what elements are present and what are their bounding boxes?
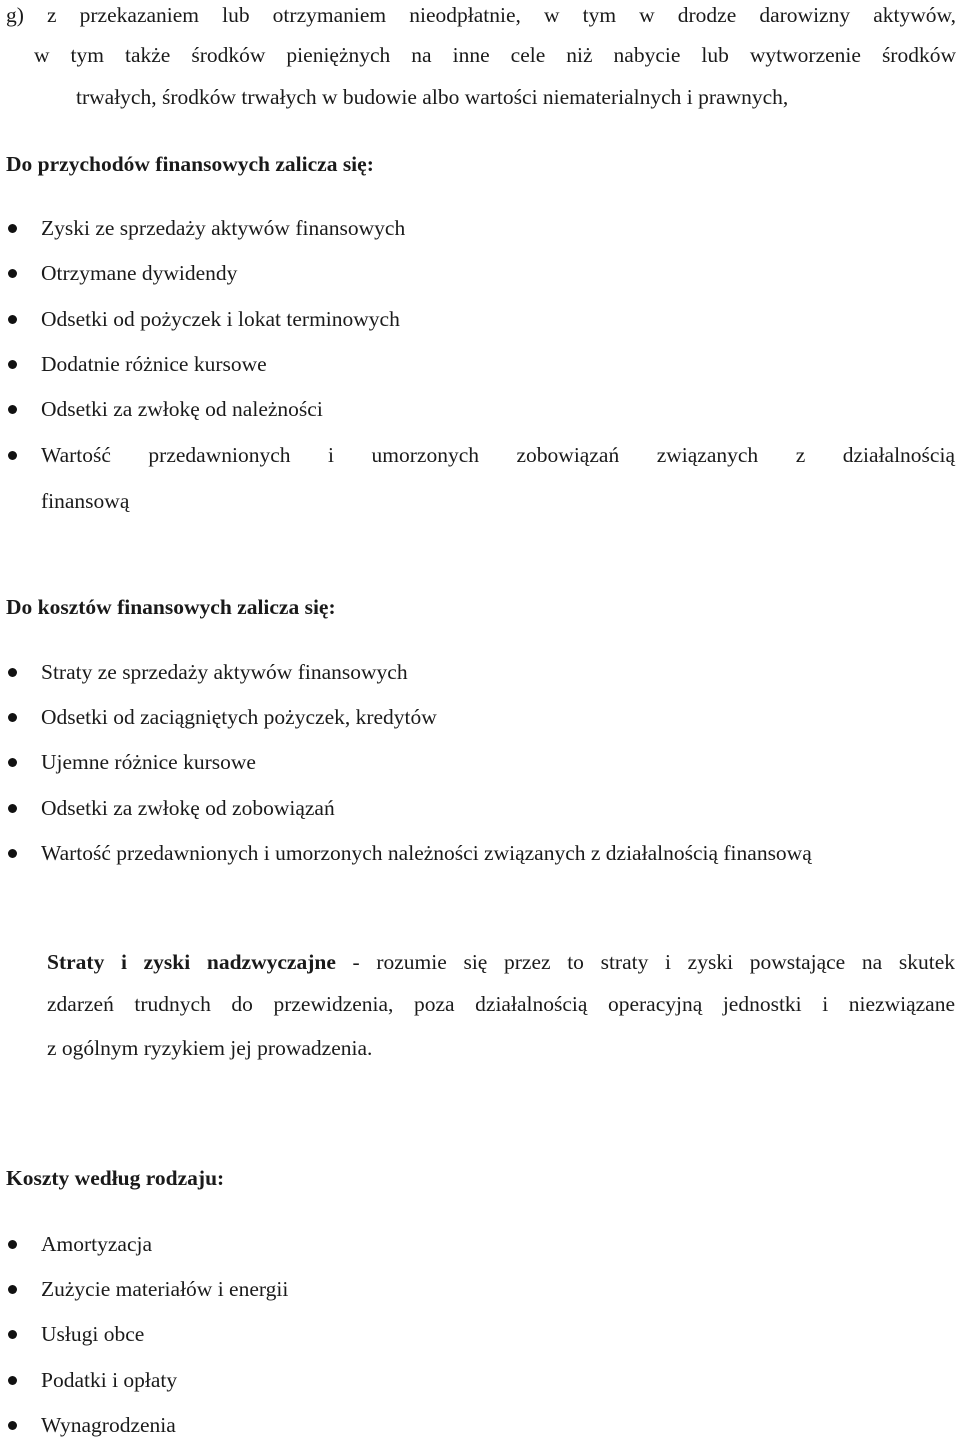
intro-line-1: g) z przekazaniem lub otrzymaniem nieodpłatnie, w tym w drodze darowizny aktywów, — [6, 3, 956, 27]
list-item-text: Usługi obce — [41, 1322, 145, 1346]
list-item-text: Wartość przedawnionych i umorzonych należności związanych z działalnością finansową — [41, 841, 812, 865]
list-item-text: Otrzymane dywidendy — [41, 261, 238, 285]
extraordinary-line-3: z ogólnym ryzykiem jej prowadzenia. — [47, 1036, 373, 1060]
bullet-icon — [8, 713, 17, 722]
list-item-text: Zużycie materiałów i energii — [41, 1277, 289, 1301]
financial-income-heading: Do przychodów finansowych zalicza się: — [6, 152, 374, 176]
bullet-icon — [8, 1285, 17, 1294]
list-item-text: Straty ze sprzedaży aktywów finansowych — [41, 660, 408, 684]
bullet-icon — [8, 804, 17, 813]
intro-line-3: trwałych, środków trwałych w budowie albo wartości niematerialnych i prawnych, — [76, 85, 789, 109]
financial-costs-heading: Do kosztów finansowych zalicza się: — [6, 595, 336, 619]
list-item-text: Amortyzacja — [41, 1232, 153, 1256]
bullet-icon — [8, 405, 17, 414]
extraordinary-term: Straty i zyski nadzwyczajne — [47, 950, 336, 974]
bullet-icon — [8, 451, 17, 460]
list-item-text: Ujemne różnice kursowe — [41, 750, 256, 774]
bullet-icon — [8, 1240, 17, 1249]
list-item-text: Dodatnie różnice kursowe — [41, 352, 267, 376]
bullet-icon — [8, 1376, 17, 1385]
list-item-text: Wartość przedawnionych i umorzonych zobowiązań związanych z działalnością — [41, 443, 955, 467]
bullet-icon — [8, 1421, 17, 1430]
bullet-icon — [8, 849, 17, 858]
intro-line-2: w tym także środków pieniężnych na inne cele niż nabycie lub wytworzenie środków — [34, 43, 956, 67]
bullet-icon — [8, 1330, 17, 1339]
bullet-icon — [8, 668, 17, 677]
bullet-icon — [8, 224, 17, 233]
bullet-icon — [8, 269, 17, 278]
list-item-text-continuation: finansową — [41, 489, 130, 513]
extraordinary-line-1-rest: - rozumie się przez to straty i zyski powstające na skutek — [335, 950, 955, 974]
bullet-icon — [8, 360, 17, 369]
costs-by-type-heading: Koszty według rodzaju: — [6, 1166, 225, 1190]
list-item-text: Odsetki od zaciągniętych pożyczek, kredytów — [41, 705, 437, 729]
extraordinary-line-1 — [47, 947, 955, 977]
list-item-text: Odsetki za zwłokę od należności — [41, 397, 323, 421]
list-item-text: Odsetki za zwłokę od zobowiązań — [41, 796, 335, 820]
list-item-text: Wynagrodzenia — [41, 1413, 176, 1437]
bullet-icon — [8, 315, 17, 324]
list-item-text: Podatki i opłaty — [41, 1368, 178, 1392]
list-item-text: Odsetki od pożyczek i lokat terminowych — [41, 307, 400, 331]
list-item-text: Zyski ze sprzedaży aktywów finansowych — [41, 216, 406, 240]
extraordinary-line-2: zdarzeń trudnych do przewidzenia, poza działalnością operacyjną jednostki i niezwiązane — [47, 992, 955, 1016]
bullet-icon — [8, 758, 17, 767]
